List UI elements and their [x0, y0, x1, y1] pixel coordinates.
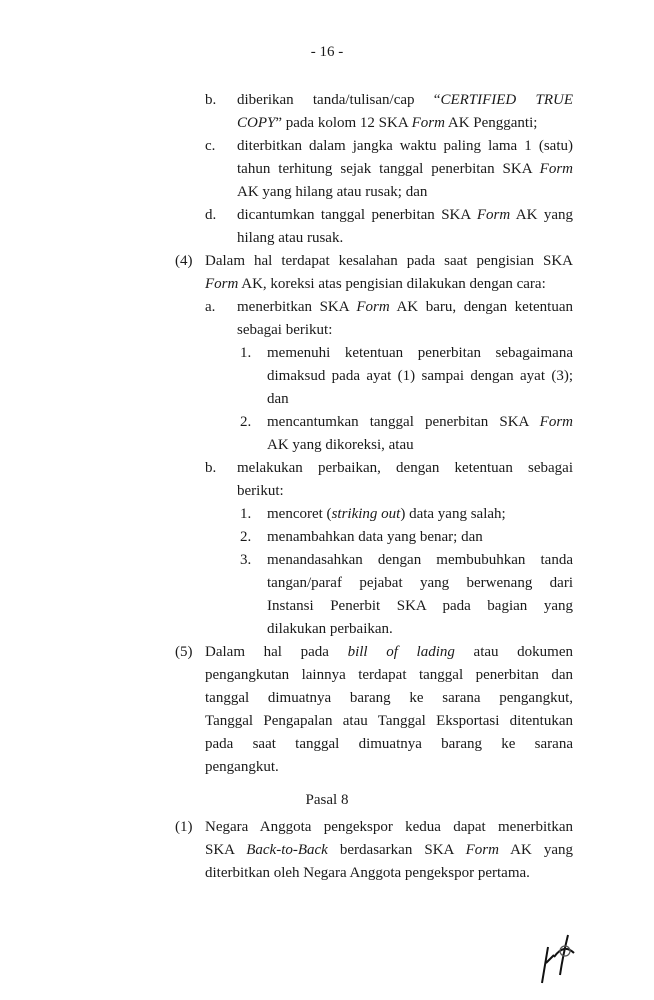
text-line: SKA Back-to-Back berdasarkan SKA Form AK yang	[205, 842, 574, 858]
list-marker: 3.	[240, 552, 252, 568]
text-line: Negara Anggota pengekspor kedua dapat menerbitkan	[205, 819, 573, 835]
text-line: Form AK, koreksi atas pengisian dilakukan dengan cara:	[205, 276, 546, 292]
text-line: hilang atau rusak.	[237, 230, 344, 246]
list-marker: b.	[205, 460, 217, 476]
text-line: AK yang dikoreksi, atau	[267, 437, 414, 453]
paragraph-letter	[0, 204, 654, 250]
list-marker: d.	[205, 207, 217, 223]
initials-signature	[530, 925, 590, 985]
document-body	[0, 89, 654, 885]
text-line: diterbitkan oleh Negara Anggota pengekspor pertama.	[205, 865, 530, 881]
paragraph-letter	[0, 89, 654, 135]
text-line: dilakukan perbaikan.	[267, 621, 393, 637]
list-marker: c.	[205, 138, 216, 154]
text-line: berikut:	[237, 483, 284, 499]
italic-term: Back-to-Back	[246, 842, 328, 858]
list-marker: (1)	[175, 819, 193, 835]
text-line: tanggal dimuatnya barang ke sarana pengangkut,	[205, 690, 573, 706]
italic-term: COPY	[237, 115, 276, 131]
paragraph-letter	[0, 457, 654, 503]
list-marker: b.	[205, 92, 217, 108]
italic-term: bill of lading	[347, 644, 455, 660]
text-line: diterbitkan dalam jangka waktu paling lama 1 (satu)	[237, 138, 573, 154]
paragraph-sub	[0, 503, 654, 526]
text-line: dimaksud pada ayat (1) sampai dengan ayat (3);	[267, 368, 573, 384]
italic-term: Form	[411, 115, 445, 131]
text-line: Dalam hal terdapat kesalahan pada saat pengisian SKA	[205, 253, 573, 269]
text-line: pengangkut.	[205, 759, 279, 775]
text-line: diberikan tanda/tulisan/cap “CERTIFIED TRUE	[237, 92, 574, 108]
page-number: - 16 -	[310, 44, 344, 60]
paragraph-sub	[0, 342, 654, 411]
list-marker: a.	[205, 299, 216, 315]
text-line: pada saat tanggal dimuatnya barang ke sarana	[205, 736, 573, 752]
italic-term: Form	[465, 842, 499, 858]
italic-term: CERTIFIED TRUE	[440, 92, 574, 108]
text-line: tahun terhitung sejak tanggal penerbitan SKA Form	[237, 161, 573, 177]
paragraph-num	[0, 641, 654, 779]
section-heading	[0, 789, 654, 812]
text-line: mencantumkan tanggal penerbitan SKA Form	[267, 414, 573, 430]
text-line: AK yang hilang atau rusak; dan	[237, 184, 428, 200]
text-line: dicantumkan tanggal penerbitan SKA Form AK yang	[237, 207, 574, 223]
paragraph-num	[0, 816, 654, 885]
list-marker: 2.	[240, 414, 252, 430]
text-line: COPY” pada kolom 12 SKA Form AK Pengganti;	[237, 115, 538, 131]
italic-term: Form	[205, 276, 239, 292]
text-line: Instansi Penerbit SKA pada bagian yang	[267, 598, 573, 614]
text-line: pengangkutan lainnya terdapat tanggal penerbitan dan	[205, 667, 573, 683]
text-line: dan	[267, 391, 289, 407]
paragraph-num	[0, 250, 654, 296]
paragraph-letter	[0, 296, 654, 342]
text-line: Tanggal Pengapalan atau Tanggal Eksportasi ditentukan	[205, 713, 573, 729]
list-marker: 1.	[240, 345, 252, 361]
paragraph-sub	[0, 411, 654, 457]
list-marker: 2.	[240, 529, 252, 545]
text-line: memenuhi ketentuan penerbitan sebagaimana	[267, 345, 573, 361]
text-line: Pasal 8	[305, 792, 349, 808]
text-line: mencoret (striking out) data yang salah;	[267, 506, 506, 522]
text-line: melakukan perbaikan, dengan ketentuan sebagai	[237, 460, 573, 476]
list-marker: (5)	[175, 644, 193, 660]
text-line: menambahkan data yang benar; dan	[267, 529, 483, 545]
italic-term: Form	[356, 299, 390, 315]
italic-term: Form	[539, 414, 573, 430]
list-marker: (4)	[175, 253, 193, 269]
italic-term: striking out	[331, 506, 401, 522]
paragraph-sub	[0, 526, 654, 549]
text-line: tangan/paraf pejabat yang berwenang dari	[267, 575, 573, 591]
text-line: menerbitkan SKA Form AK baru, dengan ketentuan	[237, 299, 573, 315]
paragraph-letter	[0, 135, 654, 204]
italic-term: Form	[539, 161, 573, 177]
text-line: menandasahkan dengan membubuhkan tanda	[267, 552, 573, 568]
text-line: sebagai berikut:	[237, 322, 333, 338]
paragraph-sub	[0, 549, 654, 641]
list-marker: 1.	[240, 506, 252, 522]
italic-term: Form	[476, 207, 511, 223]
text-line: Dalam hal pada bill of lading atau dokumen	[205, 644, 573, 660]
